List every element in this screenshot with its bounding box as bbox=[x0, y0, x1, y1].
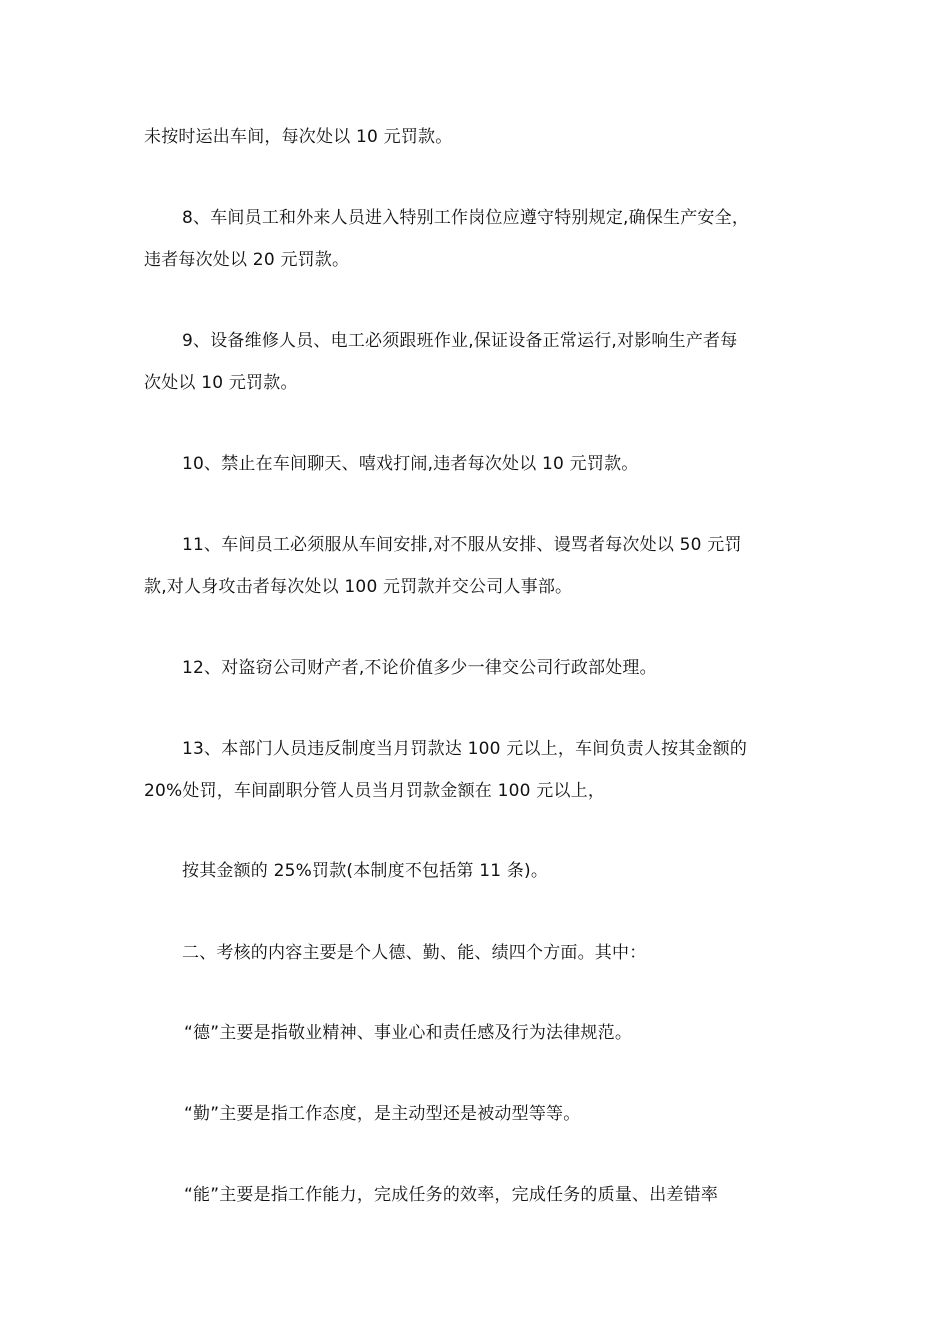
text-line: 未按时运出车间，每次处以 10 元罚款。 bbox=[144, 127, 453, 147]
paragraph-10: 10、禁止在车间聊天、嘻戏打闹,违者每次处以 10 元罚款。 bbox=[182, 454, 639, 474]
paragraph-13-line-3: 按其金额的 25%罚款(本制度不包括第 11 条)。 bbox=[182, 861, 549, 881]
paragraph-11-line-1: 11、车间员工必须服从车间安排,对不服从安排、谩骂者每次处以 50 元罚 bbox=[182, 535, 742, 555]
diligence-definition: “勤”主要是指工作态度，是主动型还是被动型等等。 bbox=[184, 1104, 581, 1124]
section-heading: 二、考核的内容主要是个人德、勤、能、绩四个方面。其中： bbox=[182, 943, 647, 963]
paragraph-13-line-1: 13、本部门人员违反制度当月罚款达 100 元以上，车间负责人按其金额的 bbox=[182, 739, 748, 759]
ability-definition: “能”主要是指工作能力，完成任务的效率，完成任务的质量、出差错率 bbox=[184, 1185, 719, 1205]
paragraph-9-line-1: 9、设备维修人员、电工必须跟班作业,保证设备正常运行,对影响生产者每 bbox=[182, 331, 738, 351]
paragraph-11-line-2: 款,对人身攻击者每次处以 100 元罚款并交公司人事部。 bbox=[144, 577, 573, 597]
paragraph-12: 12、对盗窃公司财产者,不论价值多少一律交公司行政部处理。 bbox=[182, 658, 657, 678]
paragraph-8-line-1: 8、车间员工和外来人员进入特别工作岗位应遵守特别规定,确保生产安全， bbox=[182, 208, 750, 228]
virtue-definition: “德”主要是指敬业精神、事业心和责任感及行为法律规范。 bbox=[184, 1023, 633, 1043]
paragraph-9-line-2: 次处以 10 元罚款。 bbox=[144, 373, 298, 393]
paragraph-13-line-2: 20%处罚，车间副职分管人员当月罚款金额在 100 元以上， bbox=[144, 781, 606, 801]
paragraph-8-line-2: 违者每次处以 20 元罚款。 bbox=[144, 250, 350, 270]
